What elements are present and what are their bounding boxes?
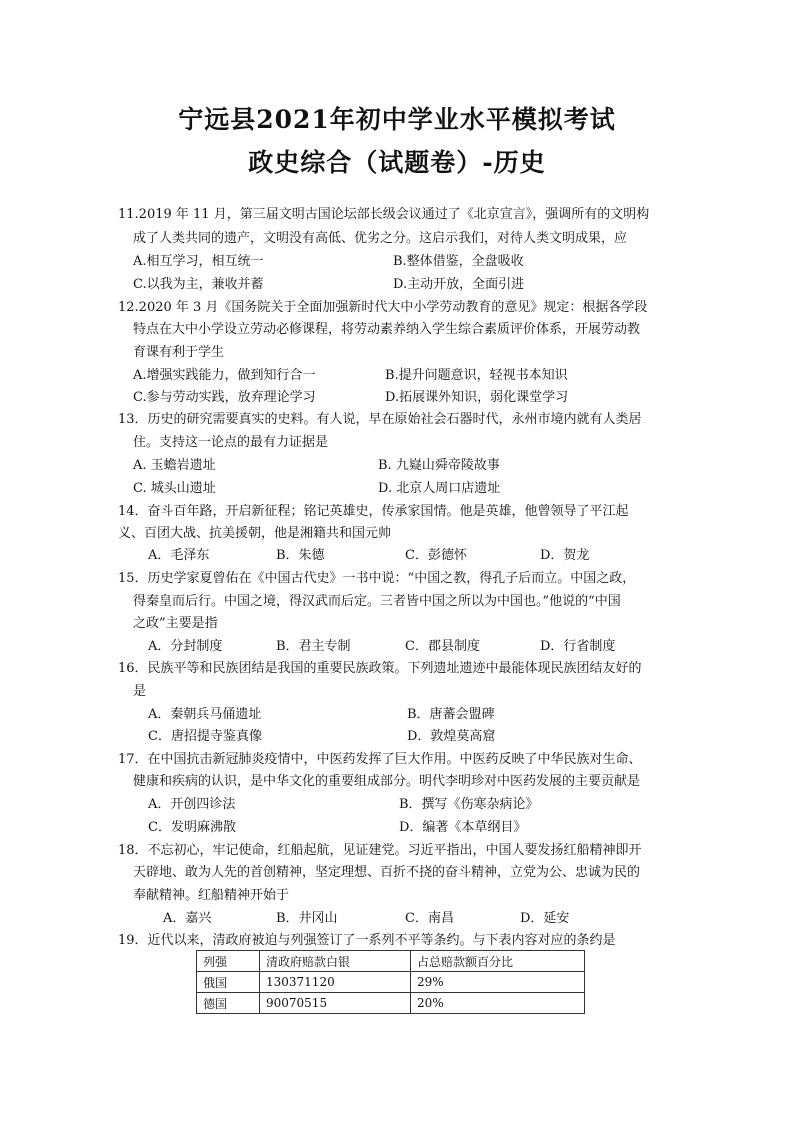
question-stem: 健康和疾病的认识，是中华文化的重要组成部分。明代李明珍对中医药发展的主要贡献是	[133, 774, 641, 789]
table-row	[197, 993, 585, 1014]
question-stem: 11.2019 年 11 月，第三届文明古国论坛部长级会议通过了《北京宣言》，强调所有的文明构	[118, 207, 650, 222]
option-c: C．彭德怀	[405, 548, 467, 563]
option-b: B．君主专制	[276, 639, 351, 654]
option-b: B.提升问题意识，轻视书本知识	[385, 368, 568, 383]
option-b: B．朱德	[276, 548, 325, 563]
indemnity-table	[196, 950, 585, 1014]
question-stem: 17．在中国抗击新冠肺炎疫情中，中医药发挥了巨大作用。中医药反映了中华民族对生命、	[118, 752, 642, 767]
option-b: B．撰写《伤寒杂病论》	[399, 797, 539, 812]
option-d: D.主动开放，全面引进	[393, 277, 525, 292]
option-a: A.相互学习，相互统一	[133, 254, 264, 269]
table-cell: 29%	[411, 972, 585, 993]
question-stem: 13．历史的研究需要真实的史料。有人说，早在原始社会石器时代，永州市境内就有人类居	[118, 412, 642, 427]
option-c: C.参与劳动实践，放弃理论学习	[133, 390, 316, 405]
question-stem: 19．近代以来，清政府被迫与列强签订了一系列不平等条约。与下表内容对应的条约是	[118, 933, 616, 948]
question-stem: 15．历史学家夏曾佑在《中国古代史》一书中说：“中国之教，得孔子后而立。中国之政，	[118, 571, 636, 586]
option-c: C.以我为主，兼收并蓄	[133, 277, 264, 292]
question-stem: 义、百团大战、抗美援朝，他是湘籍共和国元帅	[118, 526, 392, 541]
option-c: C．唐招提寺鉴真像	[148, 729, 262, 744]
option-b: B．井冈山	[276, 911, 338, 926]
question-stem: 住。支持这一论点的最有力证据是	[133, 435, 329, 450]
option-d: D. 北京人周口店遗址	[378, 481, 501, 496]
option-c: C．郡县制度	[405, 639, 480, 654]
table-cell: 德国	[197, 993, 260, 1014]
option-a: A．分封制度	[148, 639, 223, 654]
option-c: C. 城头山遗址	[133, 481, 216, 496]
option-a: A．开创四诊法	[148, 797, 236, 812]
option-a: A.增强实践能力，做到知行合一	[133, 368, 316, 383]
table-row	[197, 972, 585, 993]
question-stem: 育课有利于学生	[133, 345, 225, 360]
option-b: B. 九嶷山舜帝陵故事	[378, 458, 500, 473]
option-a: A．秦朝兵马俑遗址	[148, 707, 262, 722]
table-cell: 90070515	[260, 993, 411, 1014]
page-title: 宁远县2021年初中学业水平模拟考试	[178, 105, 616, 134]
table-header-cell: 清政府赔款白银	[260, 951, 411, 972]
option-a: A．嘉兴	[163, 911, 212, 926]
question-stem: 16．民族平等和民族团结是我国的重要民族政策。下列遗址遗迹中最能体现民族团结友好的	[118, 661, 642, 676]
table-cell: 俄国	[197, 972, 260, 993]
option-d: D．编著《本草纲目》	[399, 820, 527, 835]
question-stem: 特点在大中小学设立劳动必修课程，将劳动素养纳入学生综合素质评价体系，开展劳动教	[133, 322, 641, 337]
page-subtitle: 政史综合（试题卷）-历史	[248, 148, 546, 177]
question-stem: 12.2020 年 3 月《国务院关于全面加强新时代大中小学劳动教育的意见》规定：根据各学段	[118, 300, 648, 315]
option-c: C．发明麻沸散	[148, 820, 236, 835]
table-header-cell: 列强	[197, 951, 260, 972]
option-d: D.拓展课外知识，弱化课堂学习	[385, 390, 569, 405]
option-d: D．延安	[520, 911, 570, 926]
option-a: A. 玉蟾岩遗址	[133, 458, 216, 473]
question-stem: 之政”主要是指	[133, 616, 218, 631]
question-stem: 14．奋斗百年路，开启新征程；铭记英雄史，传承家国情。他是英雄，他曾领导了平江起	[118, 504, 629, 519]
question-stem: 得秦皇而后行。中国之境，得汉武而后定。三者皆中国之所以为中国也。”他说的“中国	[133, 594, 621, 609]
table-cell: 20%	[411, 993, 585, 1014]
option-d: D．敦煌莫高窟	[407, 729, 496, 744]
table-header-cell: 占总赔款额百分比	[411, 951, 585, 972]
table-cell: 130371120	[260, 972, 411, 993]
option-d: D．贺龙	[540, 548, 590, 563]
question-stem: 天辟地、敢为人先的首创精神，坚定理想、百折不挠的奋斗精神，立党为公、忠诚为民的	[133, 865, 641, 880]
option-a: A．毛泽东	[148, 548, 210, 563]
question-stem: 是	[133, 684, 147, 699]
option-c: C．南昌	[405, 911, 454, 926]
question-stem: 18．不忘初心，牢记使命，红船起航，见证建党。习近平指出，中国人要发扬红船精神即开	[118, 843, 642, 858]
option-b: B.整体借鉴，全盘吸收	[393, 254, 524, 269]
option-b: B．唐蕃会盟碑	[407, 707, 495, 722]
question-stem: 奉献精神。红船精神开始于	[133, 888, 290, 903]
table-header-row	[197, 951, 585, 972]
question-stem: 成了人类共同的遗产，文明没有高低、优劣之分。这启示我们，对待人类文明成果，应	[133, 231, 628, 246]
option-d: D．行省制度	[540, 639, 616, 654]
